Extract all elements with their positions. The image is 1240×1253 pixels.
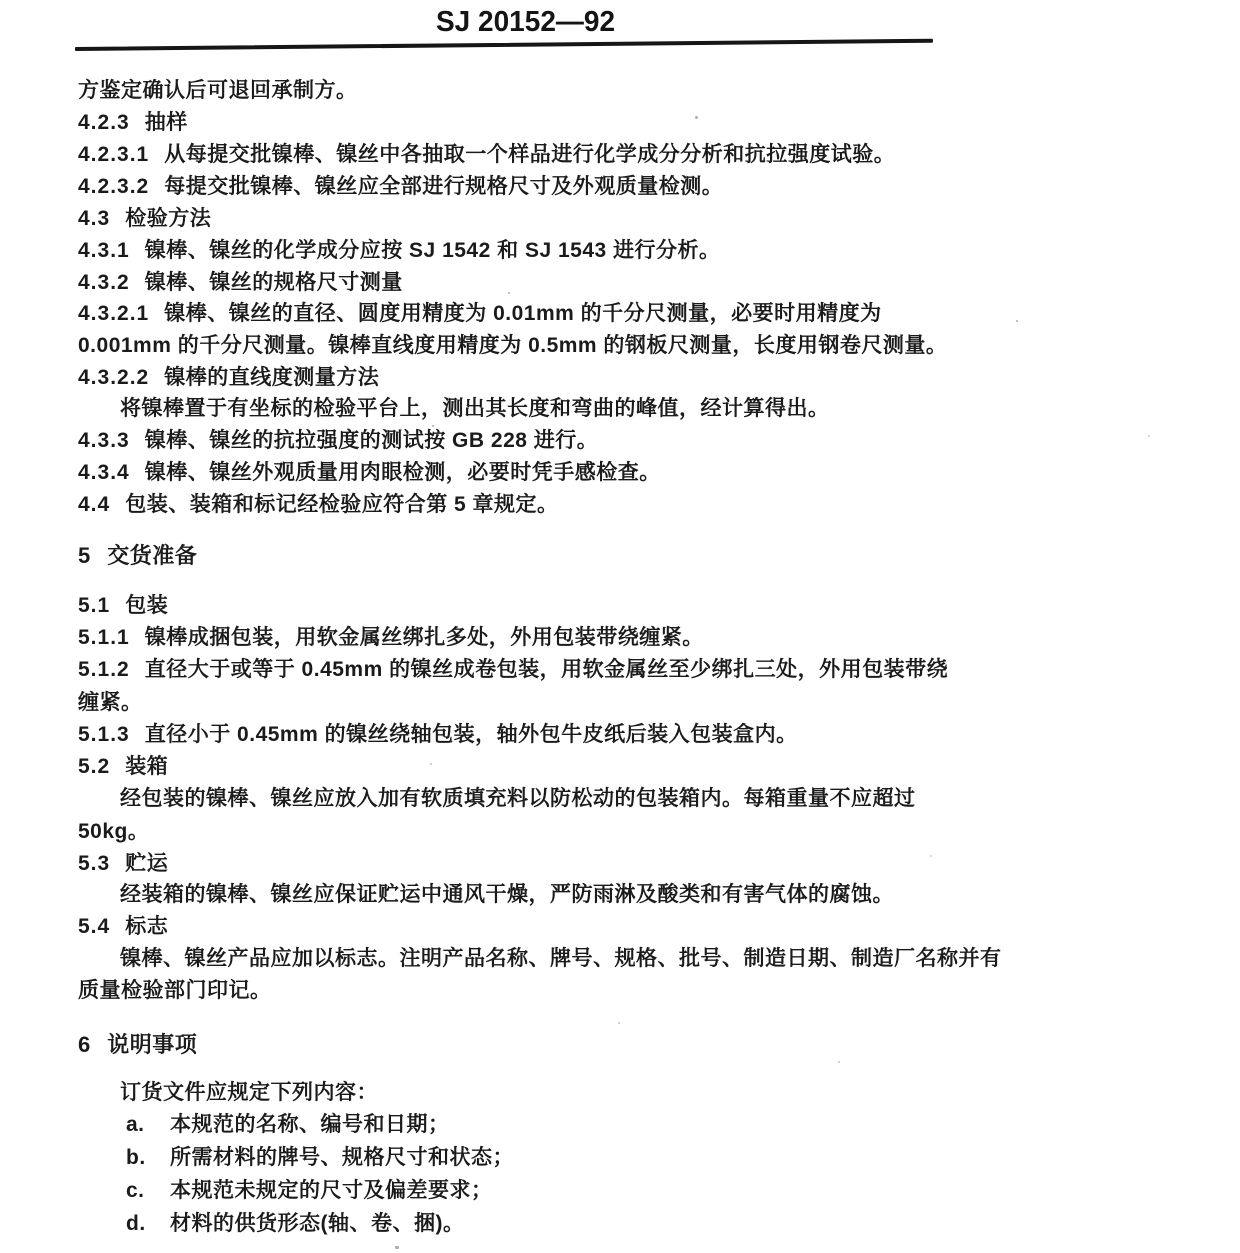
clause-number: 5.1.1 (78, 626, 130, 649)
line-text: 镍棒、镍丝外观质量用肉眼检测，必要时凭手感检查。 (144, 461, 661, 484)
clause-line (78, 593, 168, 619)
line-text: 检验方法 (125, 207, 212, 230)
clause-number: 5.2 (78, 755, 111, 778)
line-text: 方鉴定确认后可退回承制方。 (78, 79, 358, 102)
clause-number: 5.4 (78, 915, 111, 938)
clause-line (78, 365, 379, 391)
line-text: 每提交批镍棒、镍丝应全部进行规格尺寸及外观质量检测。 (164, 175, 724, 198)
line-text: 镍棒、镍丝产品应加以标志。注明产品名称、牌号、规格、批号、制造日期、制造厂名称并有 (120, 947, 1002, 970)
clause-number: 5.1.2 (78, 658, 130, 681)
item-letter: b. (126, 1146, 146, 1169)
list-item (126, 1145, 514, 1171)
clause-line (78, 657, 948, 683)
line-text: 标志 (125, 915, 169, 938)
section-number: 5 (78, 543, 92, 568)
clause-line (78, 625, 704, 651)
section-title: 交货准备 (107, 543, 198, 568)
text-line (78, 78, 358, 104)
clause-line (78, 238, 721, 264)
paragraph-line (120, 882, 894, 908)
line-text: 质量检验部门印记。 (78, 979, 272, 1002)
item-letter: d. (126, 1212, 146, 1235)
line-text: 将镍棒置于有坐标的检验平台上，测出其长度和弯曲的峰值，经计算得出。 (120, 397, 830, 420)
clause-number: 4.3 (78, 207, 111, 230)
clause-line (78, 142, 895, 168)
clause-line (78, 301, 882, 327)
section-title: 说明事项 (107, 1032, 198, 1057)
line-text: 镍棒的直线度测量方法 (164, 366, 380, 389)
line-text: 包装 (125, 594, 169, 617)
line-text: 包装、装箱和标记经检验应符合第 5 章规定。 (125, 493, 559, 516)
line-text: 直径小于 0.45mm 的镍丝绕轴包装，轴外包牛皮纸后装入包装盒内。 (144, 723, 798, 746)
text-line (78, 333, 947, 359)
line-text: 经包装的镍棒、镍丝应放入加有软质填充料以防松动的包装箱内。每箱重量不应超过 (120, 787, 916, 810)
line-text: 材料的供货形态(轴、卷、捆)。 (170, 1212, 465, 1235)
clause-number: 4.3.2.1 (78, 302, 150, 325)
clause-number: 4.3.2 (78, 271, 130, 294)
list-item (126, 1112, 450, 1138)
doc-code-header: SJ 20152—92 (436, 5, 616, 38)
line-text: 镍棒成捆包装，用软金属丝绑扎多处，外用包装带绕缠紧。 (144, 626, 704, 649)
line-text: 镍棒、镍丝的化学成分应按 SJ 1542 和 SJ 1543 进行分析。 (144, 239, 721, 262)
clause-line (78, 851, 168, 877)
line-text: 镍棒、镍丝的抗拉强度的测试按 GB 228 进行。 (144, 429, 599, 452)
list-item (126, 1211, 465, 1237)
clause-line (78, 270, 403, 296)
line-text: 镍棒、镍丝的直径、圆度用精度为 0.01mm 的千分尺测量，必要时用精度为 (164, 302, 882, 325)
text-line (78, 819, 149, 845)
clause-line (78, 492, 559, 518)
paragraph-line (120, 786, 916, 812)
clause-line (78, 460, 661, 486)
clause-number: 4.4 (78, 493, 111, 516)
line-text: 所需材料的牌号、规格尺寸和状态； (170, 1146, 514, 1169)
line-text: 抽样 (144, 111, 188, 134)
text-line (78, 978, 272, 1004)
section-number: 6 (78, 1032, 92, 1057)
clause-number: 4.2.3.2 (78, 175, 150, 198)
paragraph-line (120, 1080, 378, 1106)
item-letter: a. (126, 1113, 145, 1136)
line-text: 本规范未规定的尺寸及偏差要求； (170, 1179, 493, 1202)
line-text: 本规范的名称、编号和日期； (170, 1113, 450, 1136)
clause-line (78, 174, 723, 200)
clause-line (78, 428, 598, 454)
clause-number: 4.3.2.2 (78, 366, 150, 389)
clause-number: 4.2.3 (78, 111, 130, 134)
line-text: 装箱 (125, 755, 169, 778)
clause-line (78, 110, 188, 136)
line-text: 订货文件应规定下列内容： (120, 1081, 378, 1104)
clause-line (78, 722, 798, 748)
clause-line (78, 206, 211, 232)
clause-number: 4.3.1 (78, 239, 130, 262)
line-text: 贮运 (125, 852, 169, 875)
clause-line (78, 754, 168, 780)
section-heading (78, 1032, 197, 1058)
paragraph-line (120, 946, 1002, 972)
item-letter: c. (126, 1179, 145, 1202)
clause-number: 5.1 (78, 594, 111, 617)
clause-number: 5.1.3 (78, 723, 130, 746)
clause-number: 4.3.4 (78, 461, 130, 484)
text-line (78, 690, 143, 716)
list-item (126, 1178, 493, 1204)
line-text: 从每提交批镍棒、镍丝中各抽取一个样品进行化学成分分析和抗拉强度试验。 (164, 143, 896, 166)
line-text: 直径大于或等于 0.45mm 的镍丝成卷包装，用软金属丝至少绑扎三处，外用包装带绕 (144, 658, 949, 681)
clause-number: 4.3.3 (78, 429, 130, 452)
line-text: 0.001mm 的千分尺测量。镍棒直线度用精度为 0.5mm 的钢板尺测量，长度用钢卷尺测量。 (78, 334, 948, 357)
section-heading (78, 543, 197, 569)
paragraph-line (120, 396, 830, 422)
line-text: 50kg。 (78, 820, 150, 843)
line-text: 镍棒、镍丝的规格尺寸测量 (144, 271, 403, 294)
clause-line (78, 914, 168, 940)
clause-number: 5.3 (78, 852, 111, 875)
clause-number: 4.2.3.1 (78, 143, 150, 166)
line-text: 经装箱的镍棒、镍丝应保证贮运中通风干燥，严防雨淋及酸类和有害气体的腐蚀。 (120, 883, 894, 906)
line-text: 缠紧。 (78, 691, 143, 714)
header-divider-rule (75, 39, 933, 51)
